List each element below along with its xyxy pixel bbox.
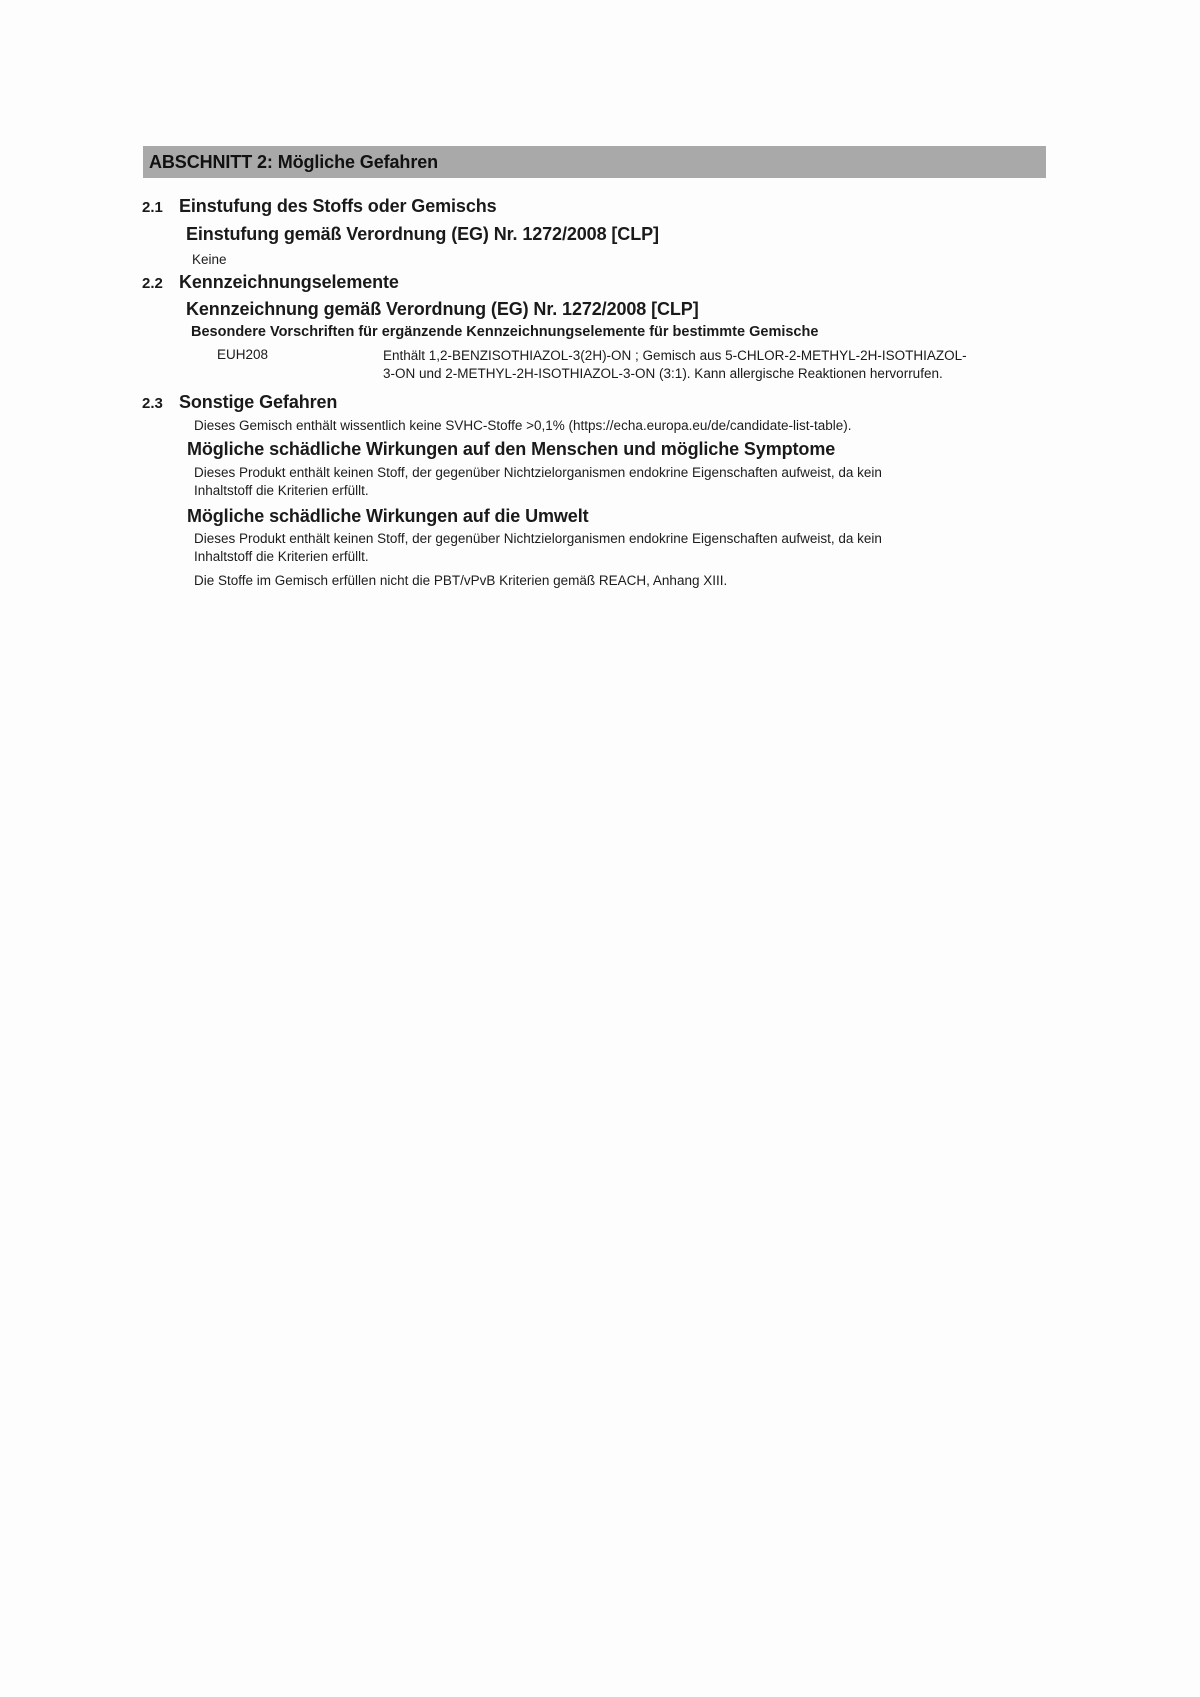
- section-2-2-title: Kennzeichnungselemente: [179, 272, 399, 292]
- human-effects-line2: Inhaltstoff die Kriterien erfüllt.: [194, 483, 369, 498]
- euh208-code: EUH208: [217, 347, 269, 362]
- pbt-statement: Die Stoffe im Gemisch erfüllen nicht die PBT/vPvB Kriterien gemäß REACH, Anhang XIII.: [194, 573, 728, 588]
- euh208-row: [217, 347, 967, 383]
- section-2-3-heading-row: [142, 392, 337, 413]
- svhc-statement: Dieses Gemisch enthält wissentlich keine SVHC-Stoffe >0,1% (https://echa.europa.eu/de/candidate-list-table).: [194, 418, 852, 433]
- section-2-1-subheading: Einstufung gemäß Verordnung (EG) Nr. 1272/2008 [CLP]: [186, 224, 659, 244]
- euh208-text-line2: 3-ON und 2-METHYL-2H-ISOTHIAZOL-3-ON (3:1). Kann allergische Reaktionen hervorrufen.: [383, 366, 943, 381]
- section-2-3-title: Sonstige Gefahren: [179, 392, 338, 412]
- section-2-1-heading-row: [142, 196, 497, 217]
- section-2-2-subheading: Kennzeichnung gemäß Verordnung (EG) Nr. 1272/2008 [CLP]: [186, 299, 699, 319]
- euh208-text-line1: Enthält 1,2-BENZISOTHIAZOL-3(2H)-ON ; Gemisch aus 5-CHLOR-2-METHYL-2H-ISOTHIAZOL-: [383, 348, 967, 363]
- human-effects-paragraph: [194, 464, 882, 500]
- section-header-title: ABSCHNITT 2: Mögliche Gefahren: [149, 151, 439, 172]
- human-effects-line1: Dieses Produkt enthält keinen Stoff, der gegenüber Nichtzielorganismen endokrine Eigenschaften aufweist, da kein: [194, 465, 882, 480]
- section-2-2-heading-row: [142, 272, 399, 293]
- environment-effects-paragraph: [194, 530, 882, 566]
- environment-effects-line1: Dieses Produkt enthält keinen Stoff, der gegenüber Nichtzielorganismen endokrine Eigenschaften aufweist, da kein: [194, 531, 882, 546]
- human-effects-heading: Mögliche schädliche Wirkungen auf den Menschen und mögliche Symptome: [187, 439, 836, 459]
- environment-effects-line2: Inhaltstoff die Kriterien erfüllt.: [194, 549, 369, 564]
- section-2-2-number: 2.2: [142, 275, 163, 292]
- section-2-1-value: Keine: [192, 252, 227, 267]
- euh208-text: [383, 347, 967, 383]
- section-2-1-title: Einstufung des Stoffs oder Gemischs: [179, 196, 497, 216]
- environment-effects-heading: Mögliche schädliche Wirkungen auf die Umwelt: [187, 506, 589, 526]
- special-provisions-heading: Besondere Vorschriften für ergänzende Kennzeichnungselemente für bestimmte Gemische: [191, 324, 819, 340]
- section-2-3-number: 2.3: [142, 395, 163, 412]
- section-header-bar: [143, 146, 1046, 178]
- section-2-1-number: 2.1: [142, 199, 163, 216]
